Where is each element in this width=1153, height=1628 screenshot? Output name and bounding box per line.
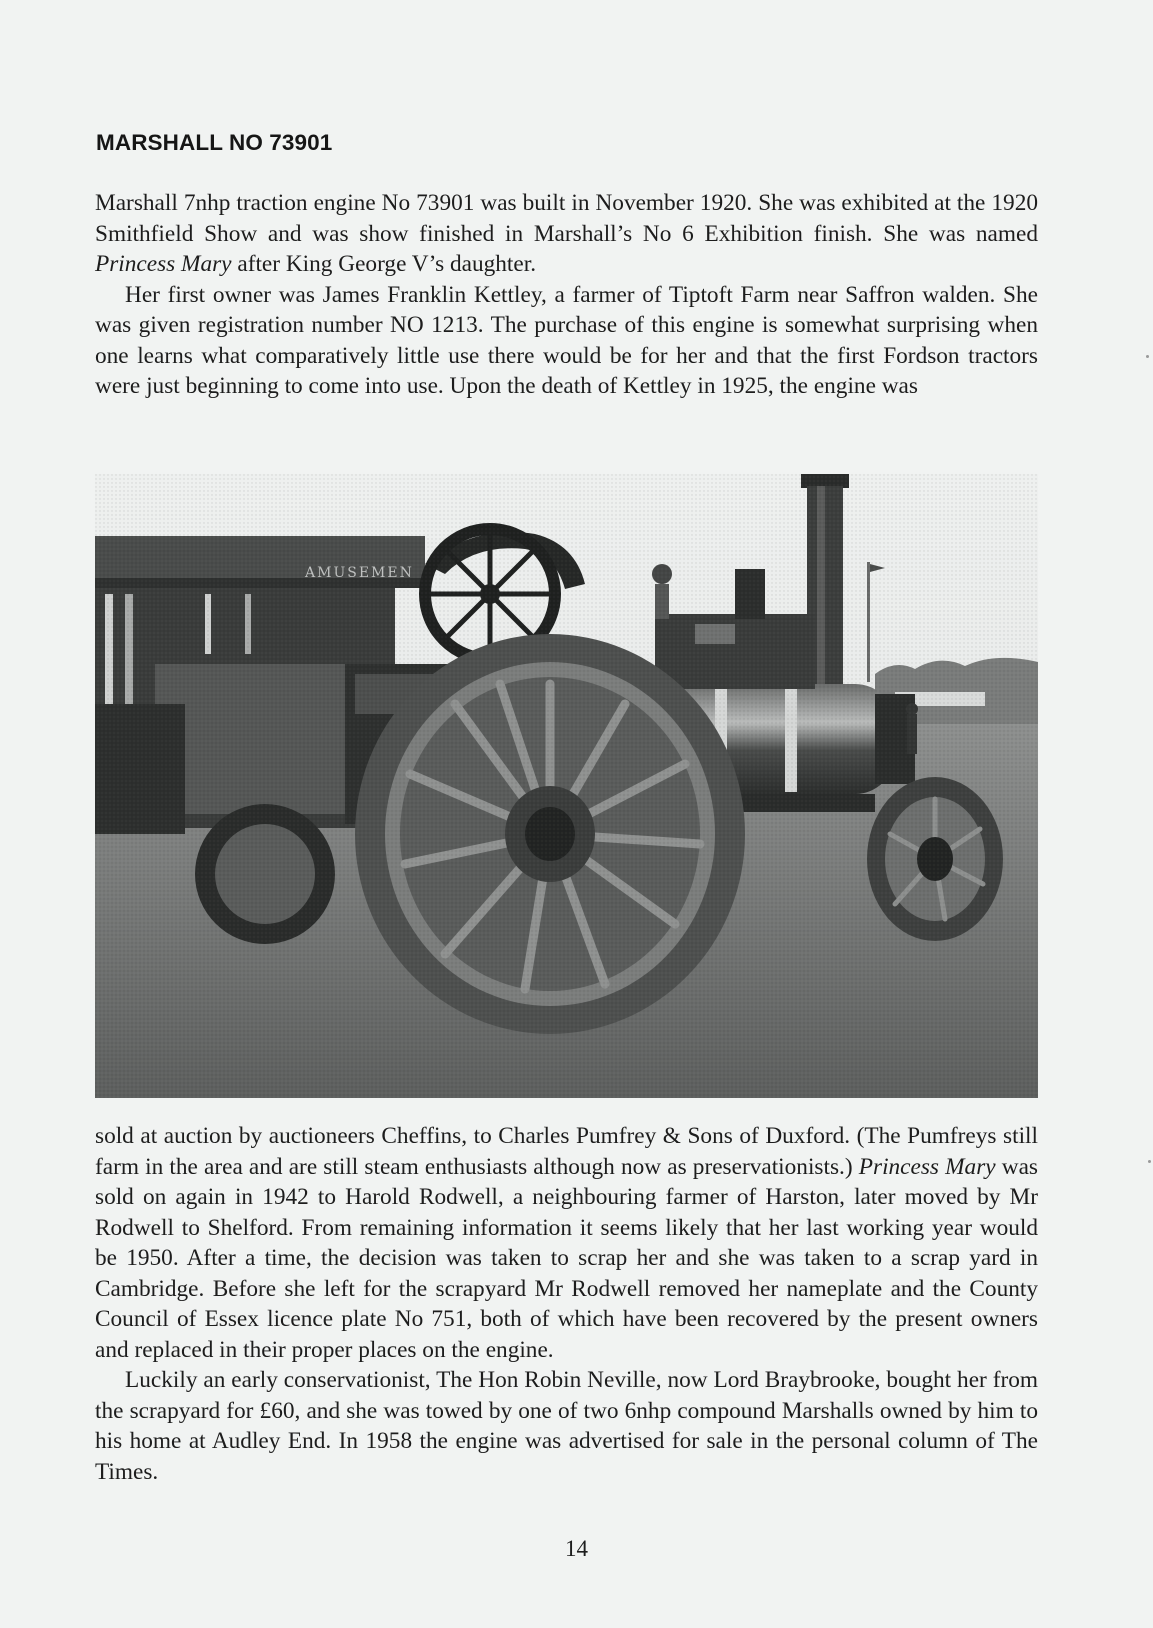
engine-name: Princess Mary bbox=[95, 251, 232, 277]
top-text-block bbox=[95, 188, 1038, 402]
paragraph-2: Her first owner was James Franklin Kettley, a farmer of Tiptoft Farm near Saffron walden. She was given registration number NO 1213. The purchase of this engine is somewhat surprising when one learns what comparatively little use there would be for her and that the first Fordson tractors were just beginning to come into use. Upon the death of Kettley in 1925, the engine was bbox=[95, 281, 1038, 399]
traction-engine-photo bbox=[95, 474, 1038, 1098]
bottom-text-block bbox=[95, 1121, 1038, 1487]
paragraph-3: sold at auction by auctioneers Cheffins, to Charles Pumfrey & Sons of Duxford. (The Pumfreys still farm in the area and are still steam enthusiasts although now as preservationists.) Princess Mary was sold on again in 1942 to Harold Rodwell, a neighbouring farmer of Harston, later moved by Mr Rodwell to Shelford. From remaining information it seems likely that her last working year would be 1950. After a time, the decision was taken to scrap her and she was taken to a scrap yard in Cambridge. Before she left for the scrapyard Mr Rodwell removed her nameplate and the County Council of Essex licence plate No 751, both of which have been recovered by the present owners and replaced in their proper places on the engine. bbox=[95, 1123, 1038, 1363]
page-title: MARSHALL NO 73901 bbox=[96, 130, 333, 155]
paragraph-1: Marshall 7nhp traction engine No 73901 was built in November 1920. She was exhibited at the 1920 Smithfield Show and was show finished in Marshall’s No 6 Exhibition finish. She was named Princess Mary after King George V’s daughter. bbox=[95, 190, 1038, 277]
edge-mark bbox=[1148, 1160, 1151, 1163]
edge-mark bbox=[1146, 355, 1149, 358]
engine-name: Princess Mary bbox=[858, 1153, 996, 1180]
paragraph-4: Luckily an early conservationist, The Hon Robin Neville, now Lord Braybrooke, bought her from the scrapyard for £60, and she was towed by one of two 6nhp compound Marshalls owned by him to his home at Audley End. In 1958 the engine was advertised for sale in the personal column of The Times. bbox=[95, 1367, 1038, 1485]
page-number: 14 bbox=[565, 1536, 588, 1561]
